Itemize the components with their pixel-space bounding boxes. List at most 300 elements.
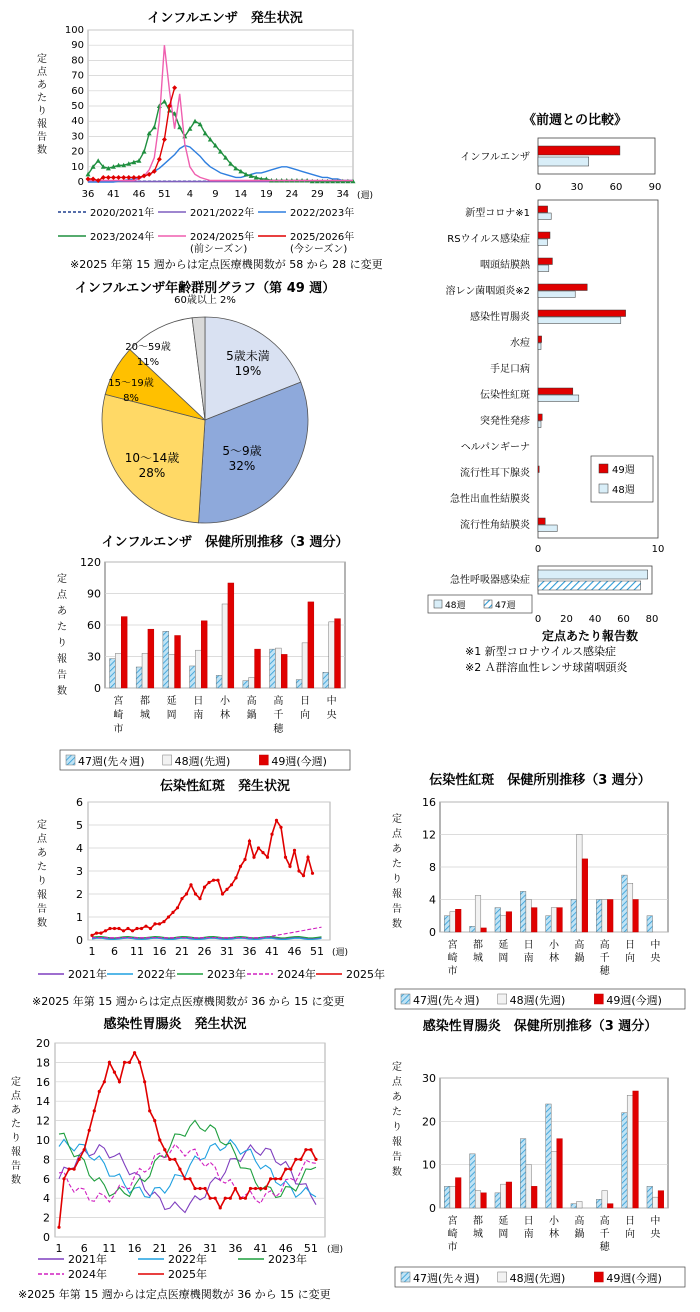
category-label: 城 [473,953,483,964]
disease-w48-bar [538,213,551,220]
flu-ylabel-char: 定 [37,54,47,65]
series-point [189,883,192,886]
series-point [212,879,215,882]
pie-label: 60歳以上 2% [174,295,236,306]
disease-label: 流行性耳下腺炎 [460,468,530,479]
bar-0 [216,675,222,688]
bar-1 [551,908,557,932]
compare-chart [428,112,664,674]
bar-1 [577,1202,583,1209]
bar-1 [501,916,507,932]
ylabel-char: 報 [37,890,47,901]
ylabel-char: 点 [392,829,402,840]
y-tick-label: 4 [76,842,83,855]
series-point [99,932,102,935]
disease-label: 伝染性紅斑 [480,390,530,401]
category-label: 小 [549,1216,559,1227]
pie-label: 5歳未満 [226,349,270,363]
disease-label: 感染性胃腸炎 [470,312,530,323]
disease-compare-tick: 0 [534,544,542,555]
category-label: 穂 [273,724,284,735]
legend-label: 48週 [612,485,635,496]
flu-trend-x-ticks [82,189,350,200]
series-point [113,927,116,930]
y-tick-label: 2 [43,1211,50,1225]
disease-label: ヘルパンギーナ [460,442,530,453]
bar-1 [475,1191,481,1208]
legend-label: 49週(今週) [606,994,662,1007]
y-tick-label: 4 [43,1192,50,1206]
bar-2 [335,619,341,688]
ylabel-char: 報 [57,654,67,665]
series-point [269,1177,272,1180]
series-point [257,846,260,849]
series-point [118,1080,121,1083]
pie-pct: 11% [136,357,160,368]
disease-label: 手足口病 [490,364,530,375]
legend-label: 2023年 [207,968,246,981]
chart-title: 感染性胃腸炎 保健所別推移（3 週分） [422,1019,658,1034]
category-label: 千 [273,710,284,721]
category-label: 宮 [447,1216,458,1227]
bar-1 [222,604,228,688]
flu-ylabel-char: 数 [37,145,47,156]
series-point [153,922,156,925]
category-label: 中 [650,1216,661,1227]
bar-1 [329,622,335,688]
bar-1 [450,912,456,932]
series-point [270,833,273,836]
bar-1 [275,648,281,688]
y-tick-label: 16 [422,796,436,809]
disease-label: 突発性発疹 [480,416,530,427]
legend-label: 49週 [612,465,635,476]
flu-ylabel-char: た [37,93,47,104]
legend-swatch [498,1272,507,1282]
series-point [178,1168,181,1171]
bar-1 [627,883,633,932]
series-point [304,1148,307,1151]
ylabel-char: り [37,876,47,887]
legend-label: 2023年 [268,1253,307,1266]
bar-2 [506,912,512,932]
series-point [73,1168,76,1171]
bar-2 [557,908,563,932]
compare-note2: ※2 Ａ群溶血性レンサ球菌咽頭炎 [465,661,628,674]
bar-1 [551,1152,557,1208]
bar-2 [201,621,207,688]
legend-label: 2021/2022年 [190,208,255,219]
x-tick-label: 51 [303,1242,318,1255]
flu-compare-tick: 90 [648,182,662,193]
ylabel-char: た [392,1107,402,1118]
disease-label: 咽頭結膜熱 [480,260,530,271]
bar-2 [281,654,287,688]
x-tick-label: 4 [186,189,194,200]
disease-w49-bar [538,258,552,265]
series-point [171,911,174,914]
y-tick-label: 2 [76,888,83,901]
series-point [309,1148,312,1151]
series-point [67,1168,70,1171]
x-tick-label: 1 [88,945,96,958]
legend-label: 2024年 [277,968,316,981]
legend-label: 48週 [445,601,466,611]
chart-title: インフルエンザ 保健所別推移（3 週分） [101,535,349,550]
category-label: 鍋 [246,710,257,721]
series-point [274,1177,277,1180]
x-unit: (週) [327,1245,344,1255]
series-point [194,892,197,895]
ylabel-char: 数 [392,919,402,930]
y-tick-label: 50 [71,101,84,112]
y-tick-label: 40 [71,116,84,128]
series-point [117,927,120,930]
bar-2 [255,649,261,688]
x-tick-label: 36 [81,189,95,200]
ari-tick: 20 [560,614,573,625]
y-tick-label: 10 [422,1158,436,1172]
series-point [163,1148,166,1151]
eryth-office-bar-chart [392,772,685,1009]
disease-w49-bar [538,466,539,473]
y-tick-label: 1 [76,911,83,924]
series-point [131,929,134,932]
category-label: 岡 [166,710,177,721]
series-point [168,1158,171,1161]
x-tick-label: 29 [310,189,324,200]
bar-0 [444,916,450,932]
x-tick-label: 11 [130,945,144,958]
bar-0 [546,916,552,932]
series-point [311,872,314,875]
y-tick-label: 6 [76,796,83,809]
pie-pct: 8% [123,393,139,404]
legend-label: 47週(先々週) [413,1272,480,1285]
series-point [98,1090,101,1093]
series-point [284,1168,287,1171]
bar-1 [602,1191,608,1208]
series-point [88,1129,91,1132]
disease-w48-bar [538,291,575,298]
pie-label: 10～14歳 [124,451,180,465]
ylabel-char: り [57,638,67,649]
flu-trend-title: インフルエンザ 発生状況 [147,11,303,26]
flu-ylabel-char: り [37,106,47,117]
series-point [234,1187,237,1190]
x-unit: (週) [332,948,349,958]
ylabel-char: 定 [11,1077,21,1088]
category-label: 崎 [447,1229,458,1240]
legend-label: 2023/2024年 [90,232,155,243]
y-tick-label: 90 [71,40,84,52]
x-tick-label: 24 [285,189,299,200]
bar-1 [169,654,175,688]
ylabel-char: 報 [392,889,402,900]
bar-0 [495,1193,501,1208]
legend-label: 47週 [495,601,516,611]
flu-trend-x-unit: (週) [357,191,374,201]
x-tick-label: 6 [80,1242,88,1255]
y-tick-label: 14 [36,1095,50,1109]
category-label: 宮 [447,940,458,951]
category-label: 日 [523,940,534,951]
series-point [138,1061,141,1064]
ylabel-char: た [392,859,402,870]
compare-title: 《前週との比較》 [522,113,628,128]
flu-ylabel-char: 告 [37,132,47,143]
series-point [158,1138,161,1141]
bar-2 [658,1191,664,1208]
ari-w48-bar [538,570,648,579]
series-point [230,883,233,886]
category-label: 鍋 [574,953,585,964]
ari-tick: 0 [534,614,542,625]
x-tick-label: 36 [228,1242,243,1255]
legend-swatch [66,755,75,765]
eryth-trend-chart [32,778,385,1008]
x-tick-label: 16 [152,945,167,958]
series-point [198,897,201,900]
disease-compare-tick: 10 [651,544,665,555]
legend-label: 2025年 [346,968,385,981]
category-label: 穂 [599,966,610,977]
ylabel-char: り [392,1122,402,1133]
category-label: 向 [625,953,635,964]
disease-w49-bar [538,206,548,213]
x-tick-label: 46 [278,1242,293,1255]
x-tick-label: 1 [55,1242,63,1255]
ylabel-char: 告 [392,1152,402,1163]
bar-0 [520,891,526,932]
series-point [293,849,296,852]
bar-0 [596,900,602,933]
gastro-office-bar-chart [392,1018,685,1287]
category-label: 千 [599,953,610,964]
flu-compare-tick: 0 [534,182,542,193]
category-label: 宮 [113,696,124,707]
x-tick-label: 46 [132,189,146,200]
series-point [128,1061,131,1064]
legend-swatch [498,994,507,1004]
series-point [203,886,206,889]
chart-note: ※2025 年第 15 週からは定点医療機関数が 36 から 15 に変更 [18,1288,331,1301]
flu-age-title: インフルエンザ年齢群別グラフ（第 49 週） [74,281,336,296]
series-point [252,856,255,859]
series-point [294,1158,297,1161]
series-point [279,826,282,829]
series-point [133,1051,136,1054]
category-label: 穂 [599,1242,610,1253]
bar-0 [470,1154,476,1208]
y-tick-label: 20 [422,1115,436,1129]
legend-swatch [599,464,608,473]
ylabel-char: 点 [11,1091,21,1102]
legend-label: 2025/2026年 [290,232,355,243]
bar-2 [148,629,154,688]
y-tick-label: 30 [71,131,84,143]
series-point [209,1197,212,1200]
y-tick-label: 0 [429,1202,436,1215]
gastro-trend-chart [11,1016,343,1301]
category-label: 岡 [498,953,509,964]
y-tick-label: 60 [87,619,101,632]
category-label: 崎 [113,710,124,721]
x-tick-label: 41 [107,189,120,200]
ari-tick: 60 [617,614,630,625]
legend-swatch [163,755,172,765]
legend-swatch [484,600,492,608]
series-point [83,1148,86,1151]
ari-tick: 40 [588,614,602,625]
legend-label: (今シーズン) [290,244,348,255]
disease-label: 急性出血性結膜炎 [450,494,530,505]
pie-label: 5～9歳 [222,444,262,458]
category-label: 千 [599,1229,610,1240]
disease-w48-bar [538,317,621,324]
category-label: 林 [549,953,559,964]
legend-swatch [599,484,608,493]
series-point [302,874,305,877]
bar-0 [571,900,577,933]
bar-2 [633,900,639,933]
series-point [78,1158,81,1161]
ari-w47-bar [538,581,641,590]
series-point [275,819,278,822]
bar-2 [557,1139,563,1208]
category-label: 延 [498,940,509,951]
bar-0 [622,875,628,932]
series-point [261,851,264,854]
series-point [207,881,210,884]
y-tick-label: 3 [76,865,83,878]
category-label: 崎 [447,953,458,964]
series-point [135,927,138,930]
bar-0 [110,659,116,688]
ylabel-char: た [57,622,67,633]
bar-2 [633,1091,639,1208]
series-point [297,869,300,872]
ylabel-char: あ [392,844,402,855]
legend-swatch [401,1272,410,1282]
bar-1 [475,895,481,932]
x-tick-label: 9 [212,189,219,200]
y-tick-label: 12 [36,1114,50,1128]
series-point [204,1187,207,1190]
category-label: 延 [166,696,177,707]
ari-tick: 80 [645,614,659,625]
bar-0 [190,666,196,688]
ylabel-char: 点 [392,1077,402,1088]
category-label: 高 [246,696,257,707]
flu-trend-y-ticks [65,25,84,188]
bar-1 [526,900,532,933]
category-label: 央 [326,710,337,721]
category-label: 央 [650,1229,661,1240]
series-point [314,1158,317,1161]
series-point [299,1158,302,1161]
series-point [108,927,111,930]
ylabel-char: 数 [37,918,47,929]
legend-label: 2022年 [137,968,176,981]
series-point [198,1187,201,1190]
y-tick-label: 100 [64,25,84,36]
bar-0 [243,681,249,688]
disease-w49-bar [538,232,550,239]
series-point [306,856,309,859]
ylabel-char: た [11,1119,21,1130]
pie-pct: 28% [138,466,166,480]
bar-1 [450,1186,456,1208]
x-tick-label: 51 [310,945,324,958]
series-point [57,1226,60,1229]
chart-title: 感染性胃腸炎 発生状況 [103,1017,247,1032]
y-tick-label: 30 [422,1072,436,1085]
x-tick-label: 31 [220,945,234,958]
series-point [153,1119,156,1122]
x-tick-label: 31 [203,1242,218,1255]
series-point [229,1197,232,1200]
y-tick-label: 0 [94,682,101,695]
category-label: 市 [447,966,458,977]
series-point [162,920,165,923]
series-point [167,915,170,918]
legend-label: 48週(先週) [509,994,566,1007]
y-tick-label: 0 [429,926,436,939]
legend-swatch [434,600,442,608]
series-point [225,888,228,891]
category-label: 南 [523,1229,534,1240]
flu-trend-note: ※2025 年第 15 週からは定点医療機関数が 58 から 28 に変更 [70,258,383,271]
flu-w48-bar [538,157,589,166]
bar-2 [607,1204,613,1208]
y-tick-label: 90 [87,587,101,601]
ylabel-char: 数 [392,1167,402,1178]
bar-2 [121,617,127,688]
flu-compare-tick: 30 [570,182,584,193]
bar-2 [607,900,613,933]
series-point [149,927,152,930]
category-label: 城 [140,710,150,721]
ylabel-char: 報 [11,1147,21,1158]
x-tick-label: 26 [177,1242,192,1255]
category-label: 南 [523,953,534,964]
flu-compare-frame [538,138,655,174]
bar-2 [308,602,314,688]
flu-office-bar-chart [57,534,350,770]
chart-title: 伝染性紅斑 発生状況 [159,779,291,794]
disease-w49-bar [538,388,573,395]
x-tick-label: 21 [175,945,189,958]
bar-0 [571,1204,577,1208]
series-point [123,1061,126,1064]
ylabel-char: 定 [392,1062,402,1073]
category-label: 南 [193,710,204,721]
bar-1 [115,653,121,688]
ylabel-char: 数 [57,686,67,697]
bar-2 [481,1193,487,1208]
disease-w48-bar [538,239,548,246]
disease-w48-bar [538,395,579,402]
y-tick-label: 12 [422,828,436,842]
bar-0 [323,672,329,688]
legend-label: 2024/2025年 [190,232,255,243]
bar-2 [481,928,487,932]
x-tick-label: 11 [102,1242,117,1255]
x-tick-label: 21 [152,1242,167,1255]
y-tick-label: 10 [36,1134,50,1147]
disease-label: 流行性角結膜炎 [460,520,530,531]
